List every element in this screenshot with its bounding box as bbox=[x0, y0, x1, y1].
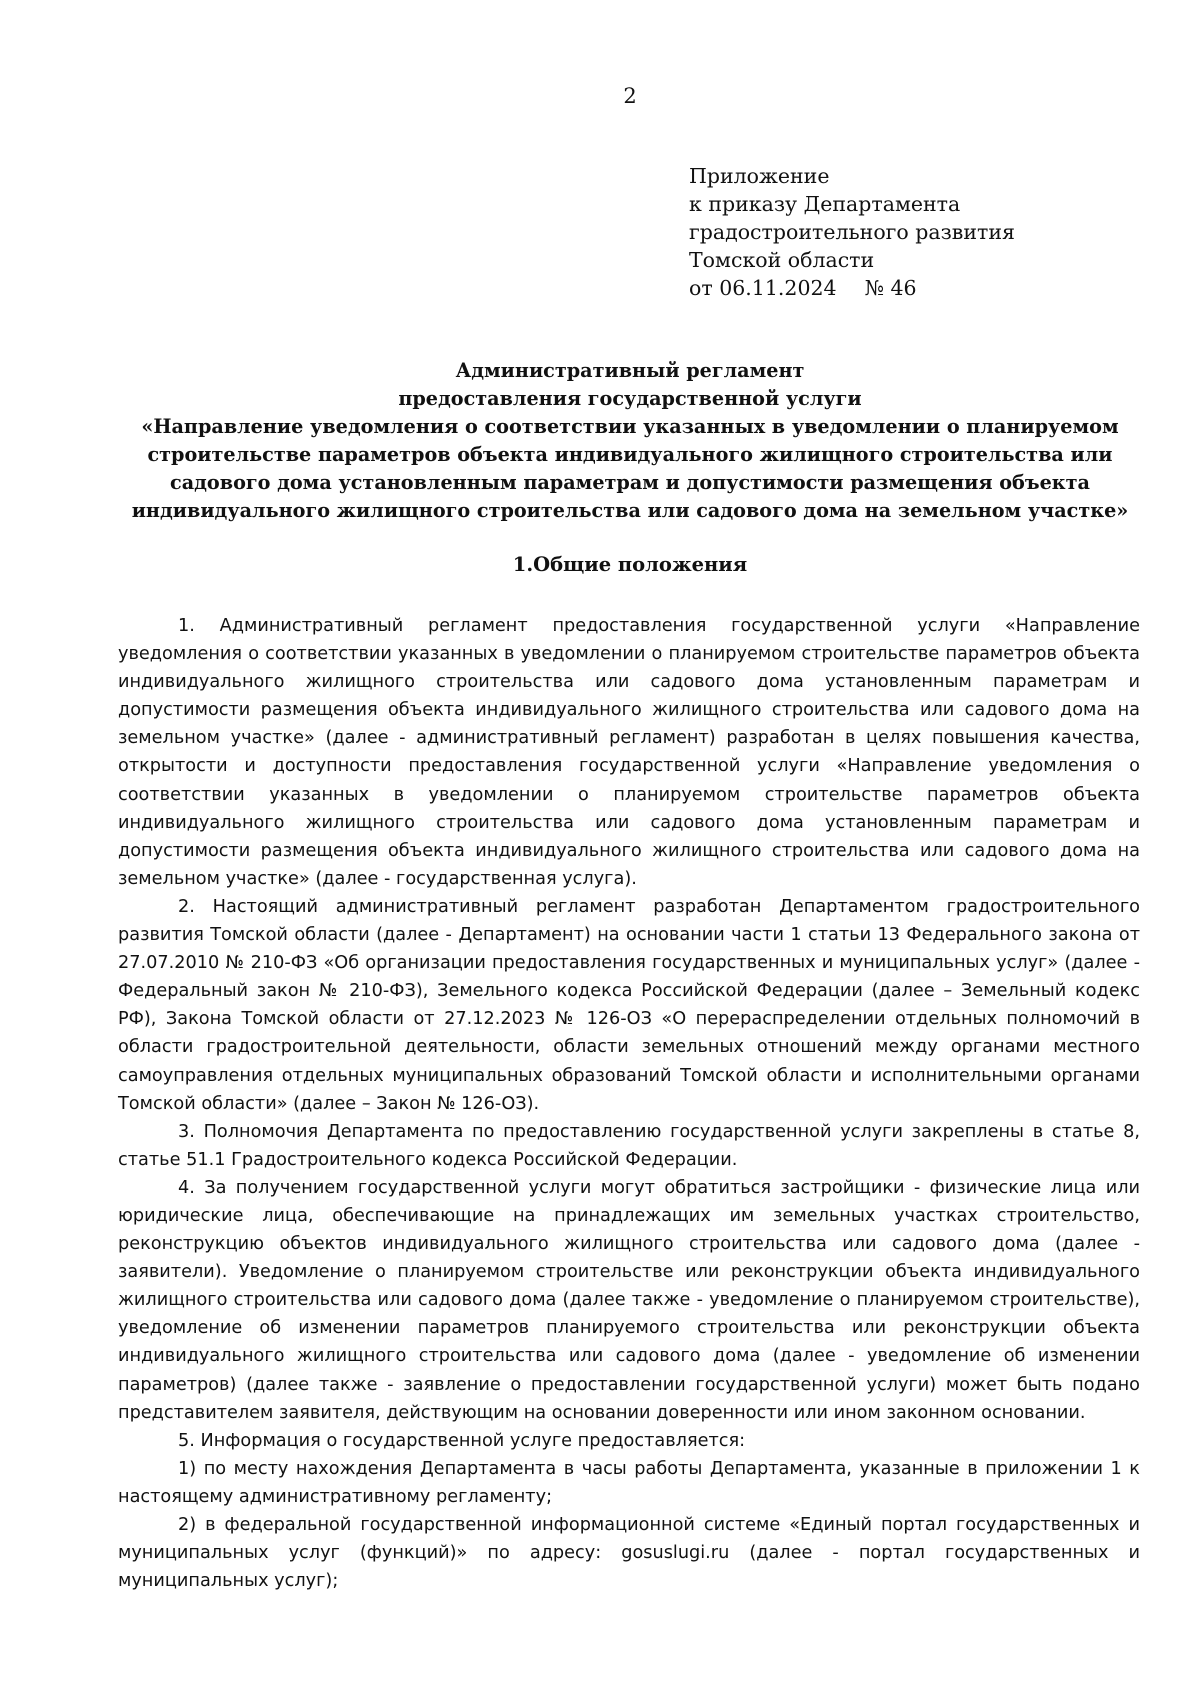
appendix-line: к приказу Департамента bbox=[689, 192, 961, 216]
title-line: садового дома установленным параметрам и допустимости размещения объекта bbox=[170, 471, 1090, 494]
title-line: предоставления государственной услуги bbox=[398, 387, 862, 410]
document-title bbox=[120, 357, 1140, 525]
title-line: «Направление уведомления о соответствии указанных в уведомлении о планируемом bbox=[141, 415, 1119, 438]
paragraph: 2) в федеральной государственной информационной системе «Единый портал государственных и муниципальных услуг (функций)» по адресу: gosuslugi.ru (далее - портал государственных и муниципальных услуг); bbox=[118, 1515, 1140, 1592]
appendix-line: Приложение bbox=[689, 164, 830, 188]
title-line: Административный регламент bbox=[455, 359, 805, 382]
appendix-line: градостроительного развития bbox=[689, 220, 1015, 244]
section-heading: 1.Общие положения bbox=[512, 553, 748, 576]
paragraph: 1) по месту нахождения Департамента в часы работы Департамента, указанные в приложении 1 к настоящему административному регламенту; bbox=[118, 1458, 1140, 1507]
appendix-header bbox=[689, 162, 1015, 302]
order-date: от 06.11.2024 bbox=[689, 276, 837, 300]
appendix-line: Томской области bbox=[689, 248, 875, 272]
paragraph: 1. Административный регламент предоставления государственной услуги «Направление уведомления о соответствии указанных в уведомлении о планируемом строительстве параметров объекта индивидуального жилищного строительства или садового дома установленным параметрам и допустимости размещения объекта индивидуального жилищного строительства или садового дома на земельном участке» (далее - административный регламент) разработан в целях повышения качества, открытости и доступности предоставления государственной услуги «Направление уведомления о соответствии указанных в уведомлении о планируемом строительстве параметров объекта индивидуального жилищного строительства или садового дома установленным параметрам и допустимости размещения объекта индивидуального жилищного строительства или садового дома на земельном участке» (далее - государственная услуга). bbox=[118, 616, 1140, 889]
appendix-date-line bbox=[689, 274, 1015, 302]
paragraph: 4. За получением государственной услуги могут обратиться застройщики - физические лица или юридические лица, обеспечивающие на принадлежащих им земельных участках строительство, реконструкцию объектов индивидуального жилищного строительства или садового дома (далее - заявители). Уведомление о планируемом строительстве или реконструкции объекта индивидуального жилищного строительства или садового дома (далее также - уведомление о планируемом строительстве), уведомление об изменении параметров планируемого строительства или реконструкции объекта индивидуального жилищного строительства или садового дома (далее - уведомление об изменении параметров) (далее также - заявление о предоставлении государственной услуги) может быть подано представителем заявителя, действующим на основании доверенности или ином законном основании. bbox=[118, 1177, 1140, 1423]
paragraph: 2. Настоящий административный регламент разработан Департаментом градостроительного развития Томской области (далее - Департамент) на основании части 1 статьи 13 Федерального закона от 27.07.2010 № 210-ФЗ «Об организации предоставления государственных и муниципальных услуг» (далее - Федеральный закон № 210-ФЗ), Земельного кодекса Российской Федерации (далее – Земельный кодекс РФ), Закона Томской области от 27.12.2023 № 126-ОЗ «О перераспределении отдельных полномочий в области градостроительной деятельности, области земельных отношений между органами местного самоуправления отдельных муниципальных образований Томской области и исполнительными органами Томской области» (далее – Закон № 126-ОЗ). bbox=[118, 896, 1140, 1114]
page-number: 2 bbox=[623, 84, 637, 108]
title-line: строительстве параметров объекта индивидуального жилищного строительства или bbox=[147, 443, 1113, 466]
order-number: № 46 bbox=[864, 276, 917, 300]
title-line: индивидуального жилищного строительства или садового дома на земельном участке» bbox=[131, 499, 1129, 522]
paragraph: 5. Информация о государственной услуге предоставляется: bbox=[178, 1430, 746, 1451]
document-body bbox=[118, 612, 1140, 1595]
paragraph: 3. Полномочия Департамента по предоставлению государственной услуги закреплены в статье 8, статье 51.1 Градостроительного кодекса Российской Федерации. bbox=[118, 1121, 1140, 1170]
